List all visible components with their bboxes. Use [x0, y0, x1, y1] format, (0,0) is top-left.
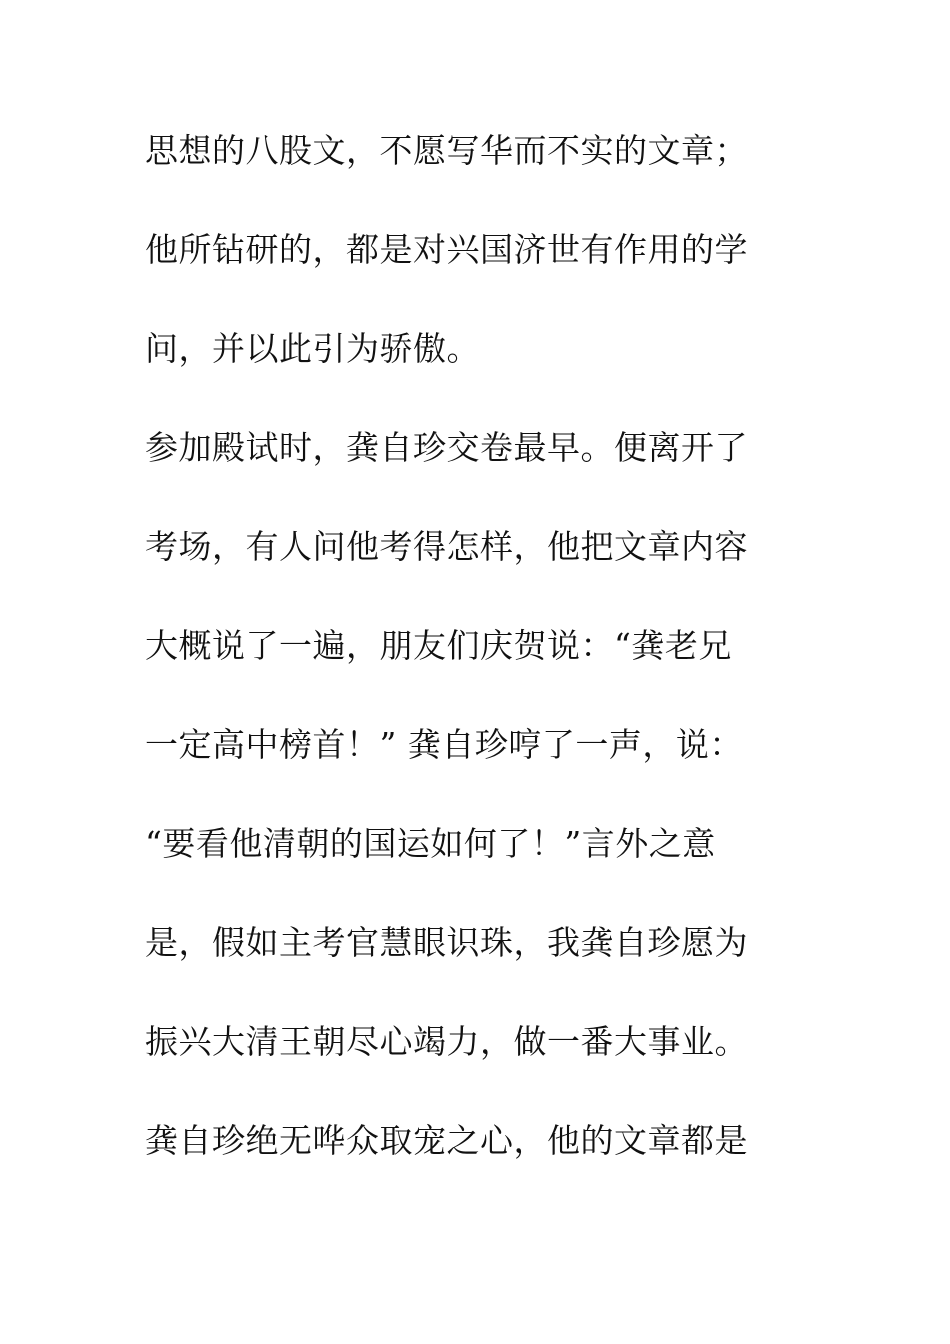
- text-line: 是，假如主考官慧眼识珠，我龚自珍愿为: [145, 923, 748, 962]
- text-line: 振兴大清王朝尽心竭力，做一番大事业。: [145, 1022, 748, 1061]
- text-line: 一定高中榜首！” 龚自珍哼了一声，说：: [145, 725, 743, 764]
- text-line: “要看他清朝的国运如何了！”言外之意: [145, 824, 716, 863]
- text-line: 考场，有人问他考得怎样，他把文章内容: [145, 527, 748, 566]
- text-line: 龚自珍绝无哗众取宠之心，他的文章都是: [145, 1121, 748, 1160]
- text-line: 参加殿试时，龚自珍交卷最早。便离开了: [145, 428, 748, 467]
- text-line: 问，并以此引为骄傲。: [145, 329, 480, 368]
- text-line: 大概说了一遍，朋友们庆贺说：“龚老兄: [145, 626, 732, 665]
- text-line: 他所钻研的，都是对兴国济世有作用的学: [145, 230, 748, 269]
- text-line: 思想的八股文，不愿写华而不实的文章；: [145, 131, 748, 170]
- body-text: [145, 120, 825, 1209]
